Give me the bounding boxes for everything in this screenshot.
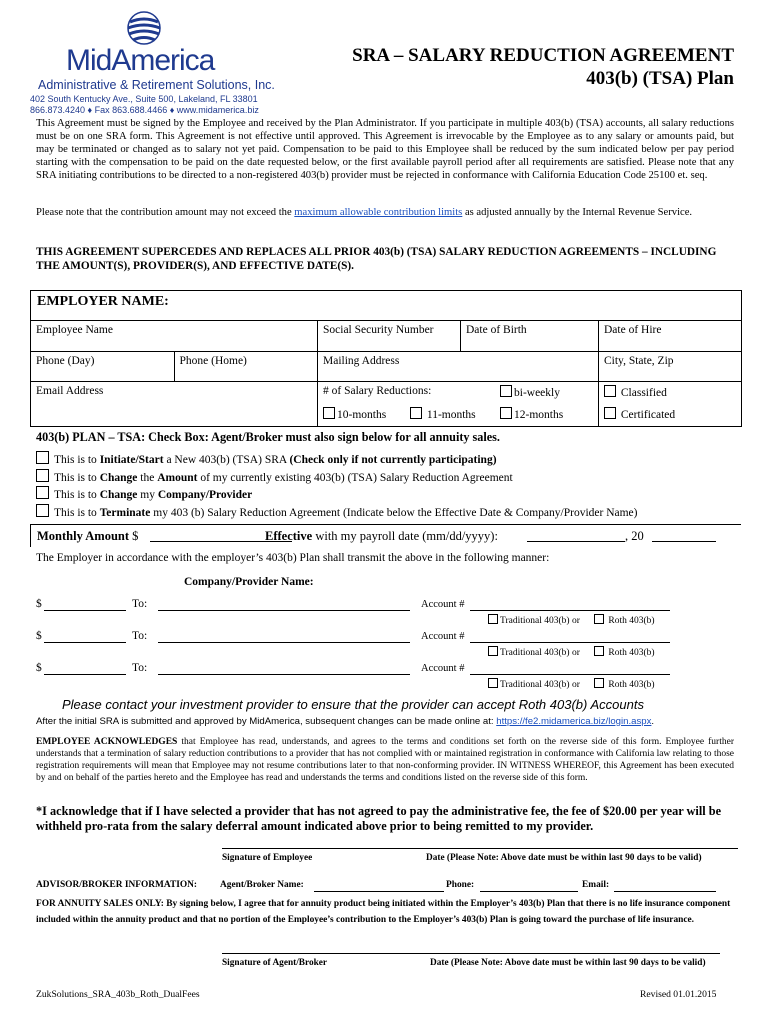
provider-1-roth-label: Roth 403(b) — [608, 616, 655, 626]
12-months-option[interactable] — [500, 407, 563, 421]
agent-email-input[interactable] — [614, 891, 716, 892]
logo-contact: 866.873.4240 ♦ Fax 863.688.4466 ♦ www.midamerica.biz — [30, 105, 259, 115]
provider-3-roth-option[interactable] — [594, 678, 655, 690]
provider-2-name-input[interactable] — [158, 642, 410, 643]
opt3-pre: This is to — [54, 489, 100, 501]
opt2-pre: This is to — [54, 471, 100, 484]
provider-2-roth-checkbox[interactable] — [594, 646, 604, 656]
agent-phone-input[interactable] — [480, 891, 578, 892]
provider-1-traditional-checkbox[interactable] — [488, 614, 498, 624]
monthly-amount-row — [37, 529, 138, 544]
biweekly-option[interactable] — [500, 385, 560, 399]
provider-1-roth-checkbox[interactable] — [594, 614, 604, 624]
certificated-checkbox[interactable] — [604, 407, 616, 419]
salary-reductions-cell — [318, 382, 599, 427]
provider-1-traditional-label: Traditional 403(b) or — [500, 616, 580, 626]
agent-signature-line[interactable] — [222, 953, 720, 954]
provider-2-roth-label: Roth 403(b) — [608, 648, 655, 658]
login-link[interactable]: https://fe2.midamerica.biz/login.aspx — [496, 716, 652, 727]
supercedes-notice: THIS AGREEMENT SUPERCEDES AND REPLACES ALL PRIOR 403(b) (TSA) SALARY REDUCTION AGREEMENTS – INCLUDING THE AMOUNT(S), PROVIDER(S), AND EFFECTIVE DATE(S). — [36, 246, 717, 272]
classified-label: Classified — [620, 387, 667, 399]
opt3-bold2: Company/Provider — [157, 489, 253, 501]
10-months-checkbox[interactable] — [323, 407, 335, 419]
provider-1-account-label: Account # — [421, 599, 465, 610]
effective-date-row — [265, 529, 498, 544]
opt1-mid: a New 403(b) (TSA) SRA — [163, 454, 290, 466]
provider-3-traditional-option[interactable] — [488, 678, 580, 690]
employee-signature-label: Signature of Employee — [222, 853, 313, 863]
title-line-2: 403(b) (TSA) Plan — [586, 68, 734, 89]
online-changes-pre: After the initial SRA is submitted and approved by MidAmerica, subsequent changes can be made online at: — [36, 716, 497, 727]
effective-label: Effective — [265, 529, 313, 543]
employee-name-field[interactable]: Employee Name — [31, 321, 318, 352]
transmit-text: The Employer in accordance with the employer’s 403(b) Plan shall transmit the above in the following manner: — [36, 552, 550, 564]
advisor-label: ADVISOR/BROKER INFORMATION: — [36, 880, 198, 890]
opt2-mid: the — [137, 471, 158, 484]
provider-1-roth-option[interactable] — [594, 614, 655, 626]
classified-checkbox[interactable] — [604, 385, 616, 397]
employee-signature-line[interactable] — [222, 848, 738, 849]
classified-option[interactable] — [604, 385, 667, 399]
opt4-bold: Terminate — [99, 506, 151, 519]
certificated-option[interactable] — [604, 407, 675, 421]
logo-subtitle: Administrative & Retirement Solutions, Inc. — [38, 78, 275, 92]
provider-1-account-input[interactable] — [470, 610, 670, 611]
annuity-sales-note: FOR ANNUITY SALES ONLY: By signing below, I agree that for annuity product being initiated within the Employer’s 403(b) Plan that there is no life insurance component included within the annuity product and that no portion of the Employee’s contribution to the Employer’s 403(b) Plan is going toward the purchase of life insurance. — [36, 899, 731, 925]
effective-year-input[interactable] — [652, 541, 716, 542]
employer-name-heading: EMPLOYER NAME: — [37, 294, 169, 309]
contribution-note-post: as adjusted annually by the Internal Revenue Service. — [462, 207, 693, 218]
provider-3-roth-label: Roth 403(b) — [608, 680, 655, 690]
provider-3-account-label: Account # — [421, 663, 465, 674]
terminate-option[interactable] — [36, 504, 638, 522]
opt1-bold2: (Check only if not currently participating) — [289, 454, 497, 466]
acknowledges-text: that Employee has read, understands, and agrees to the terms and conditions set forth on the reverse side of this form. Employee further understands that a termination of salary reduction contributions to a provider that has not complied with or maintained registration in conformance with California law relating to those registration requirements will mean that Employee may not resume contributions later to that non-conforming provider. IN WITNESS WHEREOF, this Agreement has been executed by and on behalf of the parties hereto and the Employee has read and understands the terms and conditions listed on the reverse side of this form. — [36, 737, 734, 783]
opt2-bold2: Amount — [157, 471, 198, 484]
year-label: , 20 — [625, 529, 644, 543]
11-months-option[interactable] — [410, 407, 476, 421]
provider-2-roth-option[interactable] — [594, 646, 655, 658]
footer-form-id: ZukSolutions_SRA_403b_Roth_DualFees — [36, 989, 200, 1000]
12-months-checkbox[interactable] — [500, 407, 512, 419]
provider-2-amount-input[interactable] — [44, 642, 126, 643]
email-field[interactable]: Email Address — [31, 382, 318, 427]
employee-info-table — [30, 320, 742, 427]
logo-name: MidAmerica — [66, 44, 215, 77]
agent-email-label: Email: — [582, 880, 610, 890]
opt3-bold: Change — [99, 489, 138, 501]
plan-options — [36, 451, 638, 521]
provider-2-to: To: — [132, 630, 148, 642]
effective-post: with my payroll date (mm/dd/yyyy): — [312, 529, 498, 543]
employee-acknowledges — [36, 736, 734, 784]
dob-field[interactable]: Date of Birth — [461, 321, 599, 352]
opt2-post: of my currently existing 403(b) (TSA) Salary Reduction Agreement — [197, 471, 513, 484]
provider-2-account-label: Account # — [421, 631, 465, 642]
page-title — [294, 44, 734, 90]
terminate-checkbox[interactable] — [36, 504, 49, 517]
10-months-option[interactable] — [323, 407, 386, 421]
change-provider-checkbox[interactable] — [36, 486, 49, 499]
biweekly-checkbox[interactable] — [500, 385, 512, 397]
contribution-note — [36, 206, 734, 219]
intro-paragraph: This Agreement must be signed by the Employee and received by the Plan Administrator. If you participate in multiple 403(b) (TSA) accounts, all salary reductions must be on one SRA form. This Agreement is not effective until approved. This Agreement is irrevocable by the Employee as to any salary or amounts paid, but may be terminated or changed as to salary not yet paid. Compensation to be paid to this Employee shall be reduced by the sum indicated below per pay period starting with the compensation to be paid on the date requested below, or the first available payroll period after all requirements are satisfied. Please note that any SRA initiating contributions to be directed to a non-registered 403(b) provider must be rejected in conformance with California Education Code 25100 et. seq. — [36, 118, 734, 181]
acknowledges-bold: EMPLOYEE ACKNOWLEDGES — [36, 737, 178, 747]
ssn-field[interactable]: Social Security Number — [318, 321, 461, 352]
fee-acknowledgement: *I acknowledge that if I have selected a provider that has not agreed to pay the administrative fee, the fee of $20.00 per year will be withheld pro-rata from the salary deferral amount indicated above prior to being remitted to my provider. — [36, 804, 722, 833]
provider-3-account-input[interactable] — [470, 674, 670, 675]
provider-2-traditional-checkbox[interactable] — [488, 646, 498, 656]
plan-heading: 403(b) PLAN – TSA: Check Box: Agent/Broker must also sign below for all annuity sales. — [36, 430, 500, 444]
change-amount-checkbox[interactable] — [36, 469, 49, 482]
10-months-label: 10-months — [337, 409, 387, 421]
opt1-pre: This is to — [54, 454, 100, 466]
provider-3-traditional-label: Traditional 403(b) or — [500, 680, 580, 690]
effective-date-input[interactable] — [527, 541, 625, 542]
provider-1-amount-input[interactable] — [44, 610, 126, 611]
contribution-limits-link[interactable]: maximum allowable contribution limits — [294, 207, 463, 218]
initiate-option[interactable] — [36, 451, 638, 469]
logo-address: 402 South Kentucky Ave., Suite 500, Lakeland, FL 33801 — [30, 94, 258, 104]
opt4-post: my 403 (b) Salary Reduction Agreement (Indicate below the Effective Date & Company/Provider Name) — [150, 506, 638, 519]
provider-2-account-input[interactable] — [470, 642, 670, 643]
12-months-label: 12-months — [514, 409, 564, 421]
11-months-label: 11-months — [426, 409, 476, 421]
opt3-mid: my — [137, 489, 158, 501]
agent-name-label: Agent/Broker Name: — [220, 880, 304, 890]
mailing-address-field[interactable]: Mailing Address — [318, 352, 599, 382]
agent-signature-label: Signature of Agent/Broker — [222, 958, 328, 968]
phone-day-field[interactable]: Phone (Day) — [31, 352, 175, 382]
certificated-label: Certificated — [620, 409, 676, 421]
provider-1-to: To: — [132, 598, 148, 610]
provider-heading: Company/Provider Name: — [184, 576, 314, 588]
biweekly-label: bi-weekly — [514, 387, 560, 399]
logo — [30, 8, 275, 115]
globe-logo-icon — [126, 10, 162, 46]
change-amount-option[interactable] — [36, 469, 638, 487]
agent-name-input[interactable] — [314, 891, 444, 892]
opt1-bold: Initiate/Start — [99, 454, 164, 466]
contribution-note-pre: Please note that the contribution amount may not exceed the — [36, 207, 295, 218]
provider-1-name-input[interactable] — [158, 610, 410, 611]
monthly-amount-label: Monthly Amount — [37, 529, 130, 543]
agent-date-note: Date (Please Note: Above date must be within last 90 days to be valid) — [430, 958, 706, 968]
online-changes-post: . — [651, 716, 655, 727]
phone-home-field[interactable]: Phone (Home) — [174, 352, 318, 382]
provider-3-traditional-checkbox[interactable] — [488, 678, 498, 688]
footer-revised: Revised 01.01.2015 — [640, 989, 717, 1000]
advisor-info-row — [36, 880, 197, 890]
provider-3-to: To: — [132, 662, 148, 674]
title-line-1: SRA – SALARY REDUCTION AGREEMENT — [352, 45, 734, 66]
monthly-amount-box — [30, 524, 741, 547]
classification-cell — [599, 382, 742, 427]
provider-2-traditional-option[interactable] — [488, 646, 580, 658]
opt4-pre: This is to — [54, 506, 100, 519]
provider-3-amount-input[interactable] — [44, 674, 126, 675]
provider-2-traditional-label: Traditional 403(b) or — [500, 648, 580, 658]
agent-phone-label: Phone: — [446, 880, 475, 890]
opt2-bold: Change — [99, 471, 138, 484]
monthly-dollar: $ — [132, 529, 139, 543]
provider-3-roth-checkbox[interactable] — [594, 678, 604, 688]
change-provider-option[interactable] — [36, 486, 638, 504]
doh-field[interactable]: Date of Hire — [599, 321, 742, 352]
provider-3-dollar: $ — [36, 662, 42, 674]
provider-3-name-input[interactable] — [158, 674, 410, 675]
num-reductions-label: # of Salary Reductions: — [323, 385, 432, 397]
employer-box — [30, 290, 742, 321]
provider-1-traditional-option[interactable] — [488, 614, 580, 626]
initiate-checkbox[interactable] — [36, 451, 49, 464]
provider-2-dollar: $ — [36, 630, 42, 642]
employee-date-note: Date (Please Note: Above date must be within last 90 days to be valid) — [426, 853, 702, 863]
online-changes-note — [36, 716, 654, 727]
city-state-zip-field[interactable]: City, State, Zip — [599, 352, 742, 382]
provider-1-dollar: $ — [36, 598, 42, 610]
roth-contact-note: Please contact your investment provider to ensure that the provider can accept Roth 403(b) Accounts — [62, 697, 644, 712]
11-months-checkbox[interactable] — [410, 407, 422, 419]
